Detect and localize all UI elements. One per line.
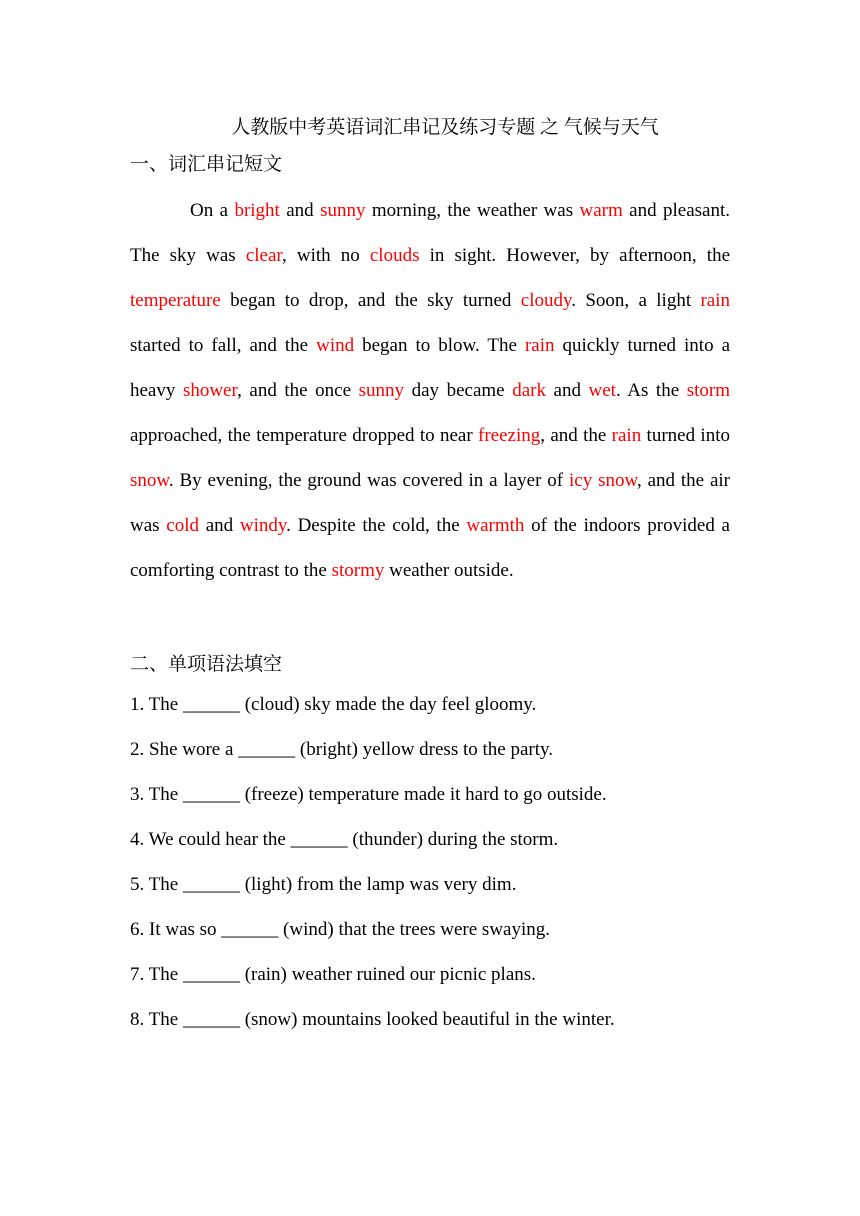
passage-text: . Soon, a light xyxy=(571,290,701,311)
passage-text: , and the xyxy=(540,425,612,446)
highlighted-vocab-word: icy snow xyxy=(569,470,637,491)
question-item: 8. The ______ (snow) mountains looked beautiful in the winter. xyxy=(130,1009,615,1030)
highlighted-vocab-word: cloudy xyxy=(520,290,572,311)
highlighted-vocab-word: snow xyxy=(130,470,169,491)
passage-text: , and the once xyxy=(237,380,359,401)
passage-text: and pleasant. The sky was xyxy=(130,200,730,266)
highlighted-vocab-word: cold xyxy=(166,515,199,536)
passage-text: and xyxy=(198,515,240,536)
highlighted-vocab-word: shower xyxy=(182,380,238,401)
question-item: 5. The ______ (light) from the lamp was very dim. xyxy=(130,874,517,895)
highlighted-vocab-word: wind xyxy=(316,335,355,356)
question-item: 4. We could hear the ______ (thunder) during the storm. xyxy=(130,829,559,850)
highlighted-vocab-word: warmth xyxy=(466,515,525,536)
highlighted-vocab-word: dark xyxy=(512,380,546,401)
passage-text: . By evening, the ground was covered in a layer of xyxy=(168,470,569,491)
question-list xyxy=(130,682,730,1042)
question-item: 7. The ______ (rain) weather ruined our picnic plans. xyxy=(130,964,536,985)
page-title: 人教版中考英语词汇串记及练习专题 之 气候与天气 xyxy=(231,117,659,138)
spacer xyxy=(130,593,730,647)
section-1-heading: 一、词汇串记短文 xyxy=(130,154,283,175)
highlighted-vocab-word: temperature xyxy=(130,290,221,311)
highlighted-vocab-word: freezing xyxy=(478,425,541,446)
highlighted-vocab-word: stormy xyxy=(331,560,385,581)
passage-text: and xyxy=(279,200,321,221)
highlighted-vocab-word: wet xyxy=(588,380,616,401)
highlighted-vocab-word: clouds xyxy=(369,245,420,266)
passage-text: of the indoors provided a comforting contrast to the xyxy=(130,515,730,581)
passage-text: began to blow. The xyxy=(354,335,525,356)
highlighted-vocab-word: rain xyxy=(700,290,730,311)
passage-text: quickly turned into a heavy xyxy=(130,335,730,401)
section-2-heading: 二、单项语法填空 xyxy=(130,654,283,675)
question-item: 1. The ______ (cloud) sky made the day feel gloomy. xyxy=(130,694,537,715)
question-item: 3. The ______ (freeze) temperature made it hard to go outside. xyxy=(130,784,607,805)
highlighted-vocab-word: windy xyxy=(239,515,287,536)
document-page xyxy=(130,110,730,1042)
passage-text: started to fall, and the xyxy=(130,335,317,356)
passage-text: . Despite the cold, the xyxy=(286,515,467,536)
highlighted-vocab-word: storm xyxy=(686,380,730,401)
highlighted-vocab-word: bright xyxy=(234,200,280,221)
question-item: 2. She wore a ______ (bright) yellow dress to the party. xyxy=(130,739,554,760)
highlighted-vocab-word: clear xyxy=(245,245,282,266)
passage-text: in sight. However, by afternoon, the xyxy=(419,245,731,266)
passage-text: On a xyxy=(190,200,235,221)
highlighted-vocab-word: sunny xyxy=(358,380,405,401)
passage-text: morning, the weather was xyxy=(365,200,580,221)
highlighted-vocab-word: sunny xyxy=(320,200,366,221)
passage-text: , with no xyxy=(281,245,370,266)
highlighted-vocab-word: rain xyxy=(524,335,555,356)
passage-text: , and the air was xyxy=(130,470,731,536)
highlighted-vocab-word: rain xyxy=(611,425,642,446)
passage-text: day became xyxy=(404,380,513,401)
passage-text: turned into xyxy=(641,425,730,446)
passage-text: began to drop, and the sky turned xyxy=(220,290,521,311)
passage-text: approached, the temperature dropped to near xyxy=(130,425,479,446)
passage-text: weather outside. xyxy=(384,560,514,581)
passage-text: . As the xyxy=(615,380,687,401)
vocabulary-passage xyxy=(130,188,730,593)
question-item: 6. It was so ______ (wind) that the trees were swaying. xyxy=(130,919,551,940)
highlighted-vocab-word: warm xyxy=(579,200,623,221)
passage-text: and xyxy=(545,380,589,401)
